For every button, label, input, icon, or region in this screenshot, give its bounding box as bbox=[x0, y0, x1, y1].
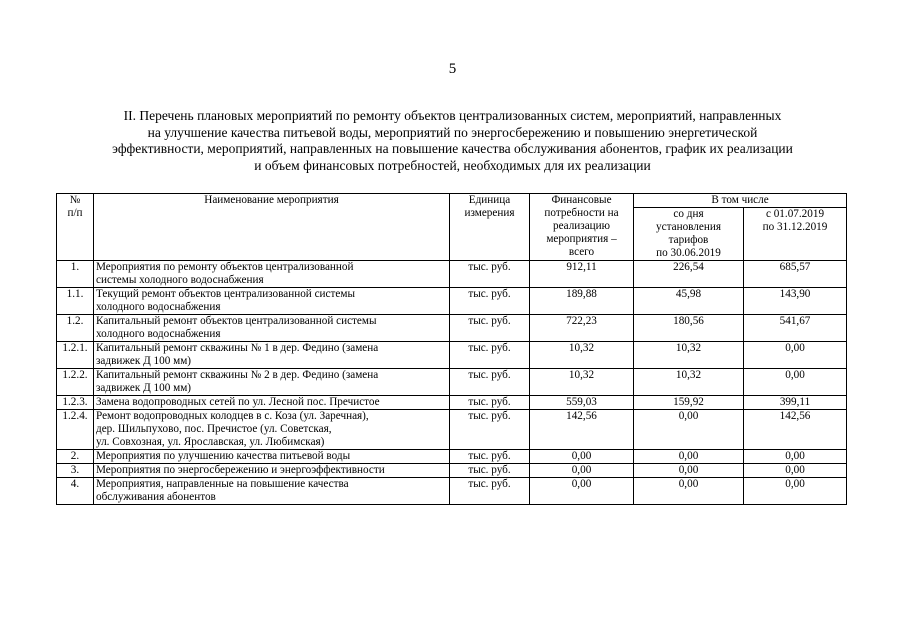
heading-line: и объем финансовых потребностей, необходимых для их реализации bbox=[254, 157, 651, 173]
row-period2: 142,56 bbox=[744, 410, 847, 450]
table-row bbox=[57, 464, 847, 478]
table-row bbox=[57, 288, 847, 315]
row-name-line: Мероприятия по энергосбережению и энергоэффективности bbox=[96, 464, 385, 476]
row-unit: тыс. руб. bbox=[450, 450, 530, 464]
row-unit: тыс. руб. bbox=[450, 261, 530, 288]
row-period1: 0,00 bbox=[634, 478, 744, 505]
activities-table bbox=[56, 193, 847, 505]
header-total: Финансовые потребности на реализацию мероприятия – всего bbox=[530, 194, 634, 261]
row-name-line: Мероприятия по ремонту объектов централизованной bbox=[96, 261, 354, 273]
row-period2: 0,00 bbox=[744, 369, 847, 396]
row-period2: 541,67 bbox=[744, 315, 847, 342]
row-total: 559,03 bbox=[530, 396, 634, 410]
row-period1: 10,32 bbox=[634, 369, 744, 396]
row-name-line: Капитальный ремонт скважины № 2 в дер. Федино (замена bbox=[96, 369, 379, 381]
row-name-line: Капитальный ремонт скважины № 1 в дер. Федино (замена bbox=[96, 342, 379, 354]
row-period1: 10,32 bbox=[634, 342, 744, 369]
row-total: 10,32 bbox=[530, 342, 634, 369]
row-total: 0,00 bbox=[530, 478, 634, 505]
row-name-line: системы холодного водоснабжения bbox=[96, 274, 264, 286]
row-total: 10,32 bbox=[530, 369, 634, 396]
heading-line: эффективности, мероприятий, направленных на повышение качества обслуживания абонентов, график их реализации bbox=[112, 141, 793, 156]
row-period2: 0,00 bbox=[744, 464, 847, 478]
row-name bbox=[94, 369, 450, 396]
table-row bbox=[57, 450, 847, 464]
row-number: 1.2.1. bbox=[57, 342, 94, 369]
header-num: № п/п bbox=[57, 194, 94, 261]
header-unit: Единица измерения bbox=[450, 194, 530, 261]
row-total: 912,11 bbox=[530, 261, 634, 288]
row-name bbox=[94, 342, 450, 369]
table-row bbox=[57, 261, 847, 288]
row-total: 722,23 bbox=[530, 315, 634, 342]
row-unit: тыс. руб. bbox=[450, 464, 530, 478]
row-period1: 226,54 bbox=[634, 261, 744, 288]
table-body bbox=[57, 261, 847, 505]
row-period2: 0,00 bbox=[744, 450, 847, 464]
header-period2: с 01.07.2019 по 31.12.2019 bbox=[744, 208, 847, 261]
table-row bbox=[57, 396, 847, 410]
row-name-line: задвижек Д 100 мм) bbox=[96, 382, 192, 394]
row-number: 1.2.3. bbox=[57, 396, 94, 410]
row-name bbox=[94, 396, 450, 410]
row-name-line: Замена водопроводных сетей по ул. Лесной пос. Пречистое bbox=[96, 396, 380, 408]
table-row bbox=[57, 410, 847, 450]
row-period2: 0,00 bbox=[744, 342, 847, 369]
row-period1: 45,98 bbox=[634, 288, 744, 315]
row-unit: тыс. руб. bbox=[450, 288, 530, 315]
row-name-line: ул. Совхозная, ул. Ярославская, ул. Любимская) bbox=[96, 436, 325, 448]
row-number: 1. bbox=[57, 261, 94, 288]
row-name-line: Капитальный ремонт объектов централизованной системы bbox=[96, 315, 377, 327]
row-name-line: дер. Шильпухово, пос. Пречистое (ул. Советская, bbox=[96, 423, 332, 435]
page-number: 5 bbox=[448, 61, 457, 77]
row-number: 1.1. bbox=[57, 288, 94, 315]
row-period1: 159,92 bbox=[634, 396, 744, 410]
row-name-line: обслуживания абонентов bbox=[96, 491, 216, 503]
row-period1: 0,00 bbox=[634, 464, 744, 478]
row-name-line: Мероприятия по улучшению качества питьевой воды bbox=[96, 450, 351, 462]
row-number: 1.2. bbox=[57, 315, 94, 342]
row-period2: 0,00 bbox=[744, 478, 847, 505]
row-total: 0,00 bbox=[530, 450, 634, 464]
heading-line: на улучшение качества питьевой воды, мероприятий по энергосбережению и повышению энергетической bbox=[147, 124, 758, 140]
table-row bbox=[57, 315, 847, 342]
header-period1: со дня установления тарифов по 30.06.2019 bbox=[634, 208, 744, 261]
header-name: Наименование мероприятия bbox=[94, 194, 450, 261]
row-total: 189,88 bbox=[530, 288, 634, 315]
row-name bbox=[94, 288, 450, 315]
row-name bbox=[94, 261, 450, 288]
table-row bbox=[57, 369, 847, 396]
row-name-line: холодного водоснабжения bbox=[96, 328, 221, 340]
row-period1: 180,56 bbox=[634, 315, 744, 342]
table-row bbox=[57, 478, 847, 505]
row-number: 1.2.4. bbox=[57, 410, 94, 450]
row-unit: тыс. руб. bbox=[450, 342, 530, 369]
section-heading bbox=[40, 108, 865, 174]
row-unit: тыс. руб. bbox=[450, 410, 530, 450]
row-period2: 143,90 bbox=[744, 288, 847, 315]
table-row bbox=[57, 342, 847, 369]
row-period1: 0,00 bbox=[634, 410, 744, 450]
row-unit: тыс. руб. bbox=[450, 315, 530, 342]
row-name bbox=[94, 410, 450, 450]
row-total: 0,00 bbox=[530, 464, 634, 478]
row-name bbox=[94, 478, 450, 505]
row-name bbox=[94, 464, 450, 478]
row-unit: тыс. руб. bbox=[450, 369, 530, 396]
row-name-line: задвижек Д 100 мм) bbox=[96, 355, 192, 367]
row-number: 3. bbox=[57, 464, 94, 478]
row-name-line: Мероприятия, направленные на повышение качества bbox=[96, 478, 349, 490]
row-period1: 0,00 bbox=[634, 450, 744, 464]
row-unit: тыс. руб. bbox=[450, 478, 530, 505]
row-period2: 685,57 bbox=[744, 261, 847, 288]
row-number: 4. bbox=[57, 478, 94, 505]
row-name bbox=[94, 315, 450, 342]
row-name-line: Ремонт водопроводных колодцев в с. Коза (ул. Заречная), bbox=[96, 410, 369, 422]
row-unit: тыс. руб. bbox=[450, 396, 530, 410]
header-group: В том числе bbox=[634, 194, 847, 208]
row-name-line: холодного водоснабжения bbox=[96, 301, 221, 313]
row-number: 2. bbox=[57, 450, 94, 464]
row-name bbox=[94, 450, 450, 464]
row-number: 1.2.2. bbox=[57, 369, 94, 396]
row-total: 142,56 bbox=[530, 410, 634, 450]
heading-line: II. Перечень плановых мероприятий по ремонту объектов централизованных систем, мероприятий, направленных bbox=[123, 108, 782, 123]
row-period2: 399,11 bbox=[744, 396, 847, 410]
row-name-line: Текущий ремонт объектов централизованной системы bbox=[96, 288, 355, 300]
